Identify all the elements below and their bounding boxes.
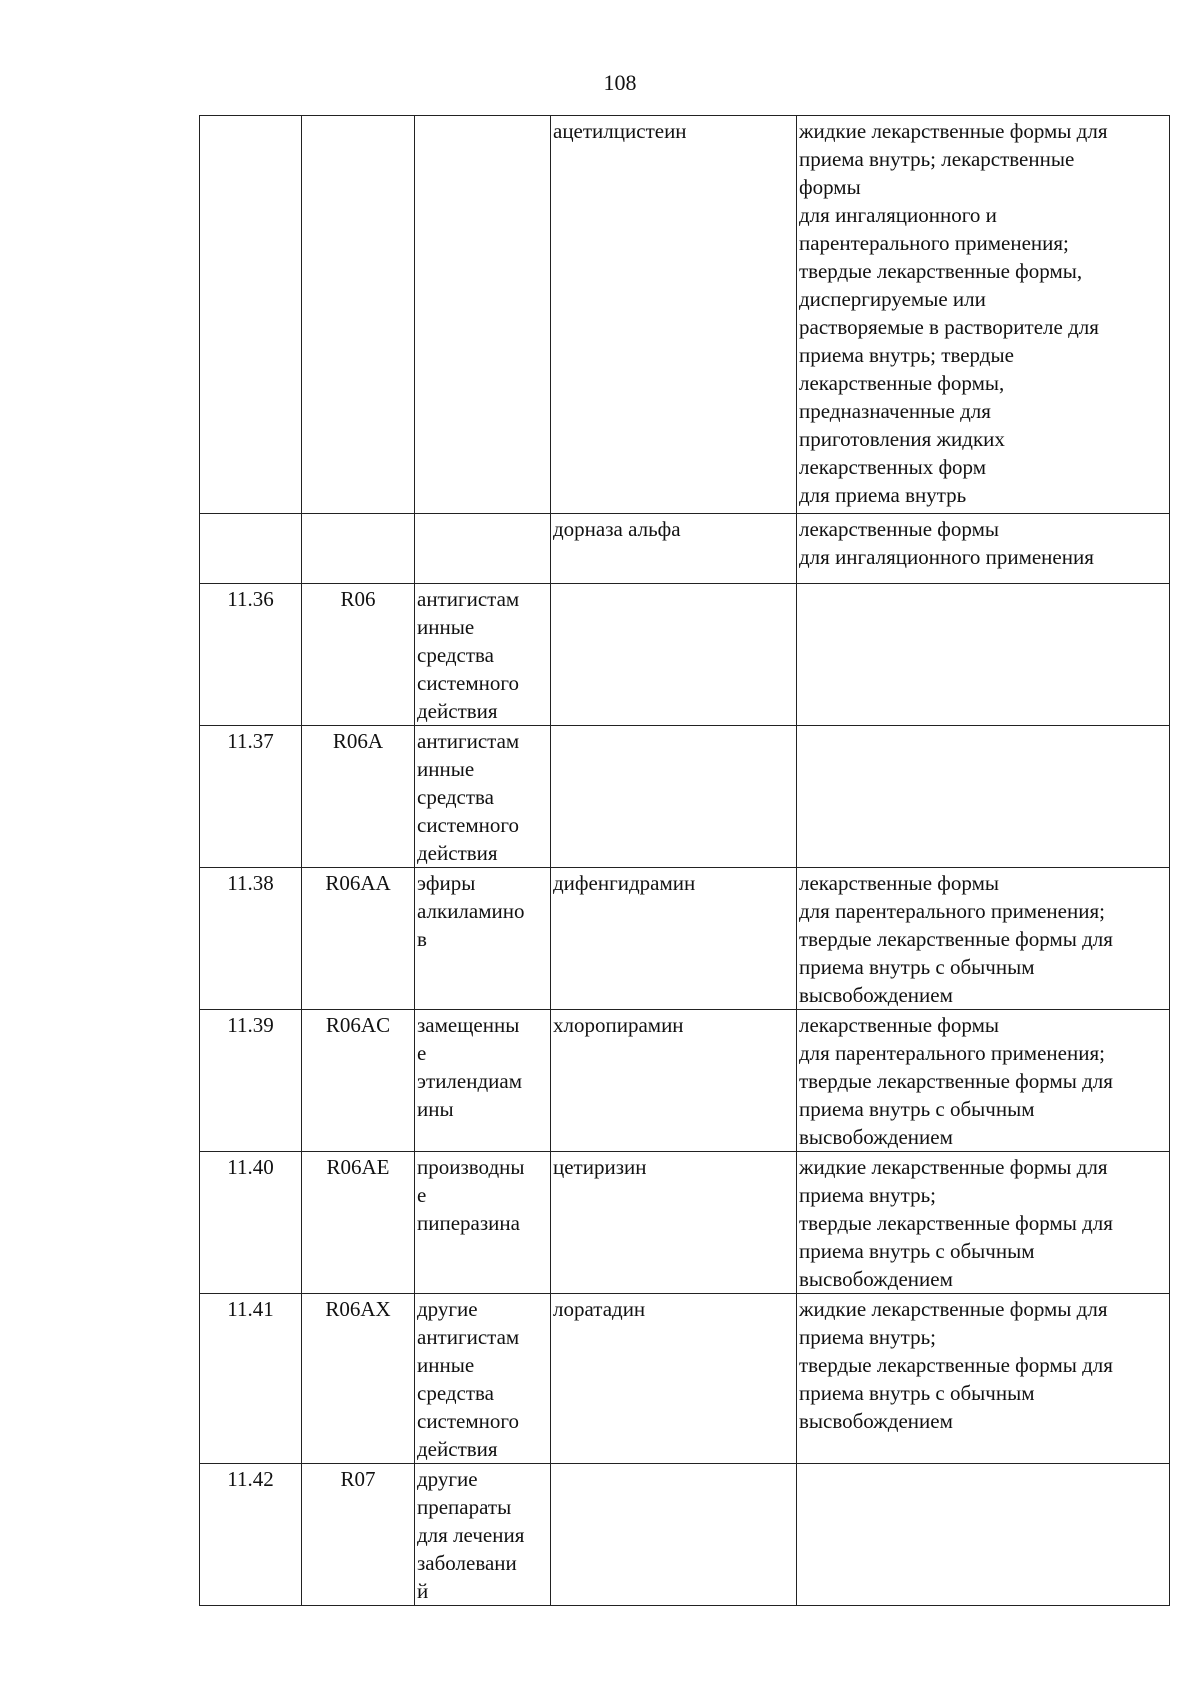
dosage-forms-cell: [797, 1464, 1170, 1606]
group-name-cell: [415, 1464, 551, 1606]
table-row: [200, 868, 1170, 1010]
group-name-line: антигистам: [417, 729, 520, 753]
dosage-form-line: приема внутрь с обычным: [799, 1097, 1035, 1121]
dosage-forms-cell: [797, 116, 1170, 514]
table-row: [200, 1010, 1170, 1152]
dosage-form-line: твердые лекарственные формы для: [799, 1069, 1113, 1093]
atc-code-cell: R06AA: [302, 868, 415, 1010]
dosage-form-line: диспергируемые или: [799, 287, 986, 311]
dosage-form-line: твердые лекарственные формы для: [799, 1211, 1113, 1235]
dosage-form-line: приема внутрь;: [799, 1325, 937, 1349]
atc-code-cell: R06AE: [302, 1152, 415, 1294]
group-name-cell: [415, 514, 551, 584]
dosage-form-line: приема внутрь с обычным: [799, 955, 1035, 979]
dosage-form-line: предназначенные для: [799, 399, 991, 423]
group-name-line: й: [417, 1579, 429, 1603]
drug-name-cell: цетиризин: [551, 1152, 797, 1294]
row-number-cell: [200, 116, 302, 514]
dosage-form-line: высвобождением: [799, 983, 953, 1007]
row-number-cell: 11.41: [200, 1294, 302, 1464]
atc-code-cell: [302, 116, 415, 514]
drug-table: [199, 115, 1170, 1606]
drug-name-cell: хлоропирамин: [551, 1010, 797, 1152]
drug-name-cell: дифенгидрамин: [551, 868, 797, 1010]
group-name-line: ины: [417, 1097, 454, 1121]
group-name-line: системного: [417, 1409, 519, 1433]
group-name-line: инные: [417, 1353, 475, 1377]
drug-name-cell: лоратадин: [551, 1294, 797, 1464]
dosage-forms-cell: [797, 726, 1170, 868]
group-name-cell: [415, 584, 551, 726]
dosage-form-line: формы: [799, 175, 861, 199]
group-name-line: системного: [417, 671, 519, 695]
dosage-form-line: твердые лекарственные формы для: [799, 1353, 1113, 1377]
row-number-cell: 11.39: [200, 1010, 302, 1152]
atc-code-cell: R06AX: [302, 1294, 415, 1464]
table-row: [200, 584, 1170, 726]
group-name-line: другие: [417, 1297, 478, 1321]
group-name-cell: [415, 1010, 551, 1152]
table-body: [200, 116, 1170, 1606]
drug-name-cell: ацетилцистеин: [551, 116, 797, 514]
group-name-line: антигистам: [417, 1325, 520, 1349]
drug-name-cell: [551, 726, 797, 868]
dosage-form-line: лекарственные формы,: [799, 371, 1005, 395]
atc-code-cell: R07: [302, 1464, 415, 1606]
page-number: 108: [603, 70, 637, 95]
group-name-line: инные: [417, 615, 475, 639]
drug-name-cell: [551, 584, 797, 726]
row-number-cell: 11.38: [200, 868, 302, 1010]
dosage-form-line: лекарственные формы: [799, 1013, 999, 1037]
group-name-line: для лечения: [417, 1523, 525, 1547]
table-row: [200, 1294, 1170, 1464]
dosage-form-line: для ингаляционного и: [799, 203, 997, 227]
dosage-form-line: высвобождением: [799, 1125, 953, 1149]
dosage-form-line: приготовления жидких: [799, 427, 1005, 451]
group-name-line: производны: [417, 1155, 525, 1179]
group-name-line: средства: [417, 785, 495, 809]
group-name-line: действия: [417, 1437, 498, 1461]
dosage-form-line: жидкие лекарственные формы для: [799, 119, 1108, 143]
atc-code-cell: R06: [302, 584, 415, 726]
table-row: [200, 726, 1170, 868]
group-name-line: инные: [417, 757, 475, 781]
dosage-forms-cell: [797, 1010, 1170, 1152]
row-number-cell: 11.36: [200, 584, 302, 726]
dosage-forms-cell: [797, 514, 1170, 584]
dosage-form-line: приема внутрь с обычным: [799, 1381, 1035, 1405]
group-name-line: действия: [417, 841, 498, 865]
dosage-form-line: жидкие лекарственные формы для: [799, 1297, 1108, 1321]
atc-code-cell: [302, 514, 415, 584]
dosage-form-line: высвобождением: [799, 1409, 953, 1433]
dosage-form-line: для парентерального применения;: [799, 1041, 1105, 1065]
dosage-form-line: для ингаляционного применения: [799, 545, 1094, 569]
group-name-line: алкиламино: [417, 899, 525, 923]
dosage-forms-cell: [797, 868, 1170, 1010]
dosage-form-line: жидкие лекарственные формы для: [799, 1155, 1108, 1179]
group-name-line: е: [417, 1183, 427, 1207]
drug-name-cell: [551, 1464, 797, 1606]
group-name-cell: [415, 868, 551, 1010]
dosage-form-line: лекарственные формы: [799, 871, 999, 895]
group-name-line: в: [417, 927, 427, 951]
row-number-cell: [200, 514, 302, 584]
table-row: [200, 1152, 1170, 1294]
dosage-form-line: приема внутрь с обычным: [799, 1239, 1035, 1263]
group-name-line: средства: [417, 1381, 495, 1405]
table-row: [200, 116, 1170, 514]
drug-name-cell: дорназа альфа: [551, 514, 797, 584]
row-number-cell: 11.37: [200, 726, 302, 868]
dosage-form-line: высвобождением: [799, 1267, 953, 1291]
group-name-line: эфиры: [417, 871, 476, 895]
group-name-line: пиперазина: [417, 1211, 520, 1235]
dosage-form-line: для парентерального применения;: [799, 899, 1105, 923]
dosage-form-line: приема внутрь; лекарственные: [799, 147, 1075, 171]
row-number-cell: 11.42: [200, 1464, 302, 1606]
group-name-line: этилендиам: [417, 1069, 522, 1093]
group-name-line: антигистам: [417, 587, 520, 611]
dosage-form-line: для приема внутрь: [799, 483, 967, 507]
group-name-cell: [415, 1152, 551, 1294]
atc-code-cell: R06A: [302, 726, 415, 868]
dosage-forms-cell: [797, 1152, 1170, 1294]
group-name-line: заболевани: [417, 1551, 517, 1575]
group-name-line: е: [417, 1041, 427, 1065]
dosage-form-line: приема внутрь; твердые: [799, 343, 1014, 367]
row-number-cell: 11.40: [200, 1152, 302, 1294]
group-name-cell: [415, 1294, 551, 1464]
dosage-forms-cell: [797, 1294, 1170, 1464]
dosage-form-line: лекарственных форм: [799, 455, 987, 479]
group-name-line: системного: [417, 813, 519, 837]
atc-code-cell: R06AC: [302, 1010, 415, 1152]
group-name-line: другие: [417, 1467, 478, 1491]
dosage-form-line: лекарственные формы: [799, 517, 999, 541]
group-name-line: средства: [417, 643, 495, 667]
dosage-form-line: приема внутрь;: [799, 1183, 937, 1207]
dosage-form-line: твердые лекарственные формы,: [799, 259, 1083, 283]
group-name-cell: [415, 116, 551, 514]
group-name-line: замещенны: [417, 1013, 520, 1037]
group-name-line: действия: [417, 699, 498, 723]
dosage-form-line: твердые лекарственные формы для: [799, 927, 1113, 951]
dosage-forms-cell: [797, 584, 1170, 726]
group-name-cell: [415, 726, 551, 868]
dosage-form-line: парентерального применения;: [799, 231, 1069, 255]
dosage-form-line: растворяемые в растворителе для: [799, 315, 1099, 339]
table-row: [200, 1464, 1170, 1606]
group-name-line: препараты: [417, 1495, 512, 1519]
table-row: [200, 514, 1170, 584]
